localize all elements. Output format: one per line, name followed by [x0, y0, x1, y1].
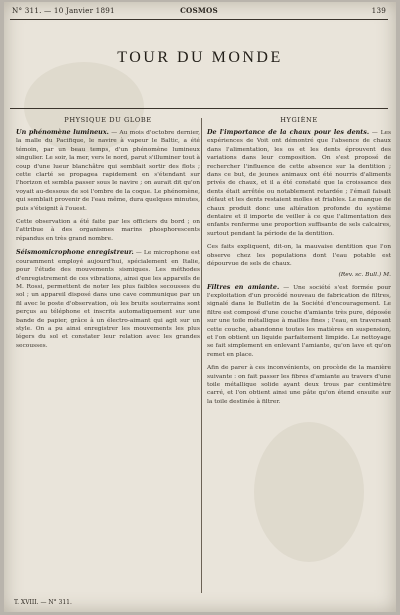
page-footer: T. XVIII. — N° 311. [14, 599, 72, 606]
page-title: TOUR DU MONDE [117, 49, 283, 66]
article-signature: (Rev. sc. Bull.) M. [338, 271, 391, 278]
article-lead: Un phénomène lumineux. [16, 128, 109, 136]
column-divider [201, 118, 202, 593]
article-text: — Une société s'est formée pour l'exploitation d'un procédé nouveau de fabrication de filtres, signalé dans le Bulletin de la Société d'encouragement. Le filtre est composé d'une couche d'amiante très pure, déposée sur une toile métallique à mailles fines ; l'eau, en traversant cette couche, abandonne toutes les matières en suspension, et l'on obtient un liquide parfaitement limpide. Le nettoyage se fait simplement en enlevant l'amiante, qu'on lave et qu'on remet en place. [207, 284, 391, 358]
article-paragraph [207, 283, 391, 360]
paper-stain [254, 422, 364, 562]
article-lead: Filtres en amiante. [207, 282, 280, 291]
header-rule [10, 19, 388, 20]
issue-number: N° 311. — 10 Janvier 1891 [12, 6, 115, 15]
article-text: Cette observation a été faite par les officiers du bord ; on l'attribue à des organismes marins phosphorescents répandus en très grand nombre. [16, 219, 200, 242]
article-lead: Séismomicrophone enregistreur. [16, 248, 134, 257]
title-rule [10, 108, 388, 109]
page-header [10, 6, 388, 18]
section-heading: PHYSIQUE DU GLOBE [64, 116, 152, 124]
article-paragraph [207, 243, 391, 268]
newspaper-page [4, 2, 396, 612]
article-paragraph [207, 364, 391, 406]
page-number: 139 [371, 6, 386, 15]
article-text: Afin de parer à ces inconvénients, on procède de la manière suivante : on fait passer les fibres d'amiante au travers d'une toile métallique solide ayant deux trous par centimètre carré, et l'on obtient ainsi une pâte qu'on étend ensuite sur la toile destinée à filtrer. [207, 365, 391, 405]
article-paragraph [16, 128, 200, 213]
article-paragraph [207, 128, 391, 238]
article-text: — Le microphone est couramment employé aujourd'hui, spécialement en Italie, pour l'étude des mouvements sismiques. Les méthodes d'enregistrement de ces vibrations, ainsi que les appareils de M. Rossi, permettent de noter les plus faibles secousses du sol ; un appareil disposé dans une cave communique par un fil avec le poste d'observation, où les bruits souterrains sont perçus au téléphone et inscrits automatiquement sur une bande de papier, grâce à un électro-aimant qui agit sur un style. On a pu ainsi enregistrer les mouvements les plus légers du sol et constater leur relation avec les grandes secousses. [16, 250, 201, 349]
article-paragraph [16, 218, 200, 243]
left-column [16, 116, 200, 355]
journal-name: COSMOS [180, 6, 218, 15]
section-heading: HYGIÈNE [280, 116, 318, 124]
right-column [207, 116, 391, 411]
article-lead: De l'importance de la chaux pour les dents. [207, 128, 370, 136]
article-paragraph [16, 248, 200, 350]
article-text: — Au mois d'octobre dernier, la malle du Pacifique, le navire à vapeur le Baltic, a été témoin, par un beau temps, d'un phénomène lumineux singulier. Le soir, la mer, vers le nord, parut s'illuminer tout à coup d'une lueur blanchâtre qui semblait sortir des flots ; cette clarté se propagea rapidement en s'étendant sur l'horizon et sembla passer sous le navire ; on aurait dit qu'on voyait au-dessous de soi l'ombre de la coque. Le phénomène, qui semblait provenir de l'eau même, dura quelques minutes, puis s'éteignit à l'ouest. [16, 130, 200, 212]
article-text: — Les expériences de Voit ont démontré que l'absence de chaux dans l'alimentation, les os et les dents éprouvent des variations dans leur composition. On s'est proposé de rechercher l'influence de cette absence sur la dentition ; dans ce but, de jeunes animaux ont été nourris d'aliments privés de chaux, et il a été constaté que la croissance des dents était arrêtée ou notablement retardée ; l'émail faisait défaut et les dents restaient molles et friables. Le manque de chaux produit donc une altération profonde du système dentaire et il importe de veiller à ce que l'alimentation des enfants renferme une proportion suffisante de sels calcaires, surtout pendant la période de la dentition. [207, 130, 392, 237]
article-text: Ces faits expliquent, dit-on, la mauvaise dentition que l'on observe chez les populations dont l'eau potable est dépourvue de sels de chaux. [207, 244, 391, 268]
